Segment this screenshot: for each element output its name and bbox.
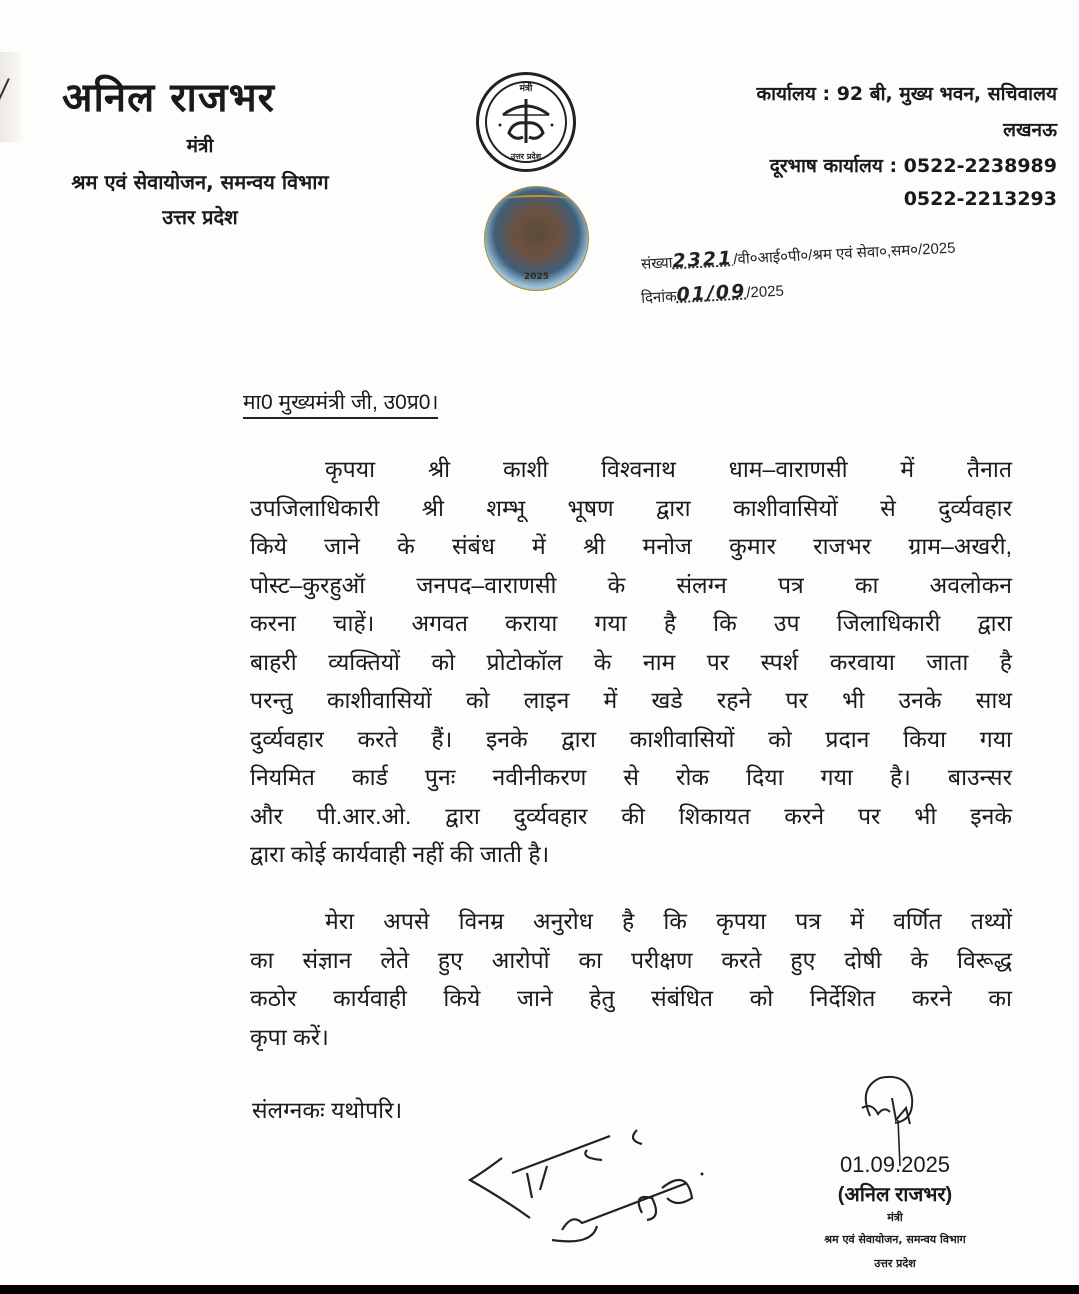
office-phone-line1: दूरभाष कार्यालय : 0522-2238989 [769, 155, 1057, 177]
body-line: बाहरी व्यक्तियों को प्रोटोकॉल के नाम पर स्पर्श करवाया जाता है [250, 648, 1012, 675]
body-line: उपजिलाधिकारी श्री शम्भू भूषण द्वारा काशीवासियों से दुर्व्यवहार [250, 494, 1012, 521]
body-line: किये जाने के संबंध में श्री मनोज कुमार राजभर ग्राम–अखरी, [250, 533, 1012, 559]
reference-date-suffix: /2025 [745, 282, 785, 302]
reference-date [640, 279, 784, 308]
uttar-pradesh-emblem-icon [476, 72, 576, 172]
body-line: पोस्ट–कुरहुऑ जनपद–वाराणसी के संलग्न पत्र का अवलोकन [250, 571, 1012, 598]
body-line: नियमित कार्ड पुनः नवीनीकरण से रोक दिया गया है। बाउन्सर [250, 764, 1012, 790]
body-line: कृपा करें। [250, 1023, 329, 1050]
reference-number-value: 2321 [671, 247, 734, 273]
signatory-department: श्रम एवं सेवायोजन, समन्वय विभाग [824, 1233, 966, 1246]
minister-department: श्रम एवं सेवायोजन, समन्वय विभाग [71, 170, 329, 194]
salutation: मा0 मुख्यमंत्री जी, उ0प्र0। [243, 388, 438, 419]
minister-designation: मंत्री [186, 135, 214, 157]
office-address-line1: कार्यालय : 92 बी, मुख्य भवन, सचिवालय [756, 83, 1057, 105]
reference-number [640, 236, 956, 274]
reference-date-value: 01/09 [675, 280, 747, 307]
body-line: दुर्व्यवहार करते हैं। इनके द्वारा काशीवासियों को प्रदान किया गया [250, 725, 1012, 752]
mahakumbh-logo-icon [484, 186, 589, 291]
reference-number-label: संख्या [640, 254, 673, 273]
reference-number-suffix: /वी०आई०पी०/श्रम एवं सेवा०,सम०/2025 [732, 239, 956, 269]
reference-date-label: दिनांक [640, 288, 678, 307]
bow-fish-emblem-icon [497, 93, 555, 151]
bottom-black-band [0, 1285, 1079, 1294]
signature-date: 01.09.2025 [839, 1152, 951, 1177]
body-line: कृपया श्री काशी विश्वनाथ धाम–वाराणसी में तैनात [325, 456, 1012, 482]
minister-state: उत्तर प्रदेश [162, 205, 238, 229]
emblem-top-text: मंत्री [519, 84, 533, 94]
handwritten-note-scribble-icon [462, 1118, 712, 1248]
body-line: और पी.आर.ओ. द्वारा दुर्व्यवहार की शिकायत करने पर भी इनके [250, 802, 1012, 829]
office-address-city: लखनऊ [1003, 119, 1057, 141]
signatory-name: (अनिल राजभर) [837, 1184, 953, 1206]
body-line: करना चाहें। अगवत कराया गया है कि उप जिलाधिकारी द्वारा [250, 610, 1012, 636]
kumbh-logo-year: 2025 [523, 272, 550, 282]
emblem-bottom-text: उत्तर प्रदेश [510, 152, 542, 161]
body-line: द्वारा कोई कार्यवाही नहीं की जाती है। [250, 841, 550, 867]
office-phone-line2: 0522-2213293 [903, 188, 1057, 210]
body-line: कठोर कार्यवाही किये जाने हेतु संबंधित को निर्देशित करने का [250, 985, 1012, 1011]
body-line: परन्तु काशीवासियों को लाइन में खडे रहने पर भी उनके साथ [250, 687, 1012, 713]
enclosure-note: संलग्नकः यथोपरि। [252, 1097, 403, 1123]
paper-edge-shadow [0, 52, 22, 142]
body-paragraph-1 [250, 450, 1012, 874]
body-paragraph-2 [250, 902, 1012, 1056]
minister-name-heading: अनिल राजभर [62, 75, 276, 121]
body-line: मेरा अपसे विनम्र अनुरोध है कि कृपया पत्र में वर्णित तथ्यों [325, 908, 1012, 934]
body-line: का संज्ञान लेते हुए आरोपों का परीक्षण करते हुए दोषी के विरूद्ध [250, 946, 1012, 973]
signatory-designation: मंत्री [887, 1211, 903, 1224]
signatory-state: उत्तर प्रदेश [874, 1257, 916, 1270]
